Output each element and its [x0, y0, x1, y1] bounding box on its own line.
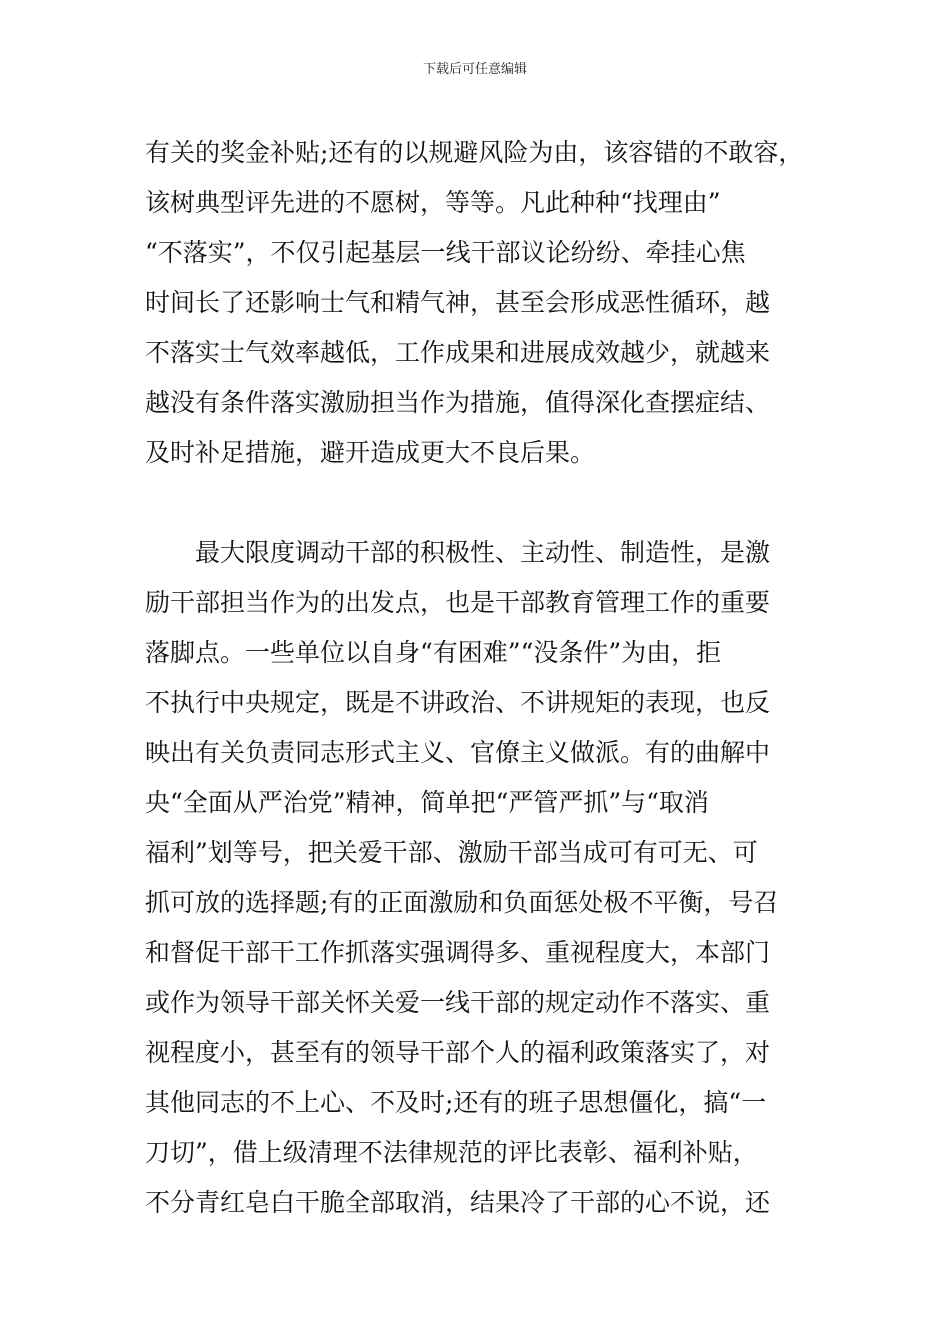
text-line: 央“全面从严治党”精神，简单把“严管严抓”与“取消	[145, 788, 709, 817]
text-line: 映出有关负责同志形式主义、官僚主义做派。有的曲解中	[145, 738, 771, 767]
text-line: 不落实士气效率越低，工作成果和进展成效越少，就越来	[145, 338, 771, 367]
text-line: “不落实”，不仅引起基层一线干部议论纷纷、牵挂心焦	[145, 238, 746, 267]
text-line: 励干部担当作为的出发点，也是干部教育管理工作的重要	[145, 588, 771, 617]
page-header: 下载后可任意编辑	[422, 62, 527, 77]
document-body	[145, 128, 810, 1228]
text-line: 抓可放的选择题;有的正面激励和负面惩处极不平衡，号召	[145, 888, 779, 917]
text-line: 不分青红皂白干脆全部取消，结果冷了干部的心不说，还	[145, 1188, 771, 1217]
text-line: 越没有条件落实激励担当作为措施，值得深化查摆症结、	[145, 388, 771, 417]
text-line: 及时补足措施，避开造成更大不良后果。	[145, 438, 596, 467]
text-line: 和督促干部干工作抓落实强调得多、重视程度大，本部门	[145, 938, 771, 967]
paragraph	[145, 528, 810, 1228]
text-line: 该树典型评先进的不愿树，等等。凡此种种“找理由”	[145, 188, 721, 217]
text-line: 时间长了还影响士气和精气神，甚至会形成恶性循环，越	[145, 288, 771, 317]
text-line: 最大限度调动干部的积极性、主动性、制造性，是激	[195, 538, 771, 567]
text-line: 落脚点。一些单位以自身“有困难”“没条件”为由，拒	[145, 638, 722, 667]
paragraph-gap	[145, 478, 810, 528]
text-line: 或作为领导干部关怀关爱一线干部的规定动作不落实、重	[145, 988, 771, 1017]
paragraph	[145, 128, 810, 478]
text-line: 不执行中央规定，既是不讲政治、不讲规矩的表现，也反	[145, 688, 771, 717]
text-line: 福利”划等号，把关爱干部、激励干部当成可有可无、可	[145, 838, 758, 867]
text-line: 有关的奖金补贴;还有的以规避风险为由，该容错的不敢容，	[145, 138, 804, 167]
text-line: 其他同志的不上心、不及时;还有的班子思想僵化，搞“一	[145, 1088, 767, 1117]
text-line: 刀切”，借上级清理不法律规范的评比表彰、福利补贴，	[145, 1138, 758, 1167]
text-line: 视程度小，甚至有的领导干部个人的福利政策落实了，对	[145, 1038, 771, 1067]
